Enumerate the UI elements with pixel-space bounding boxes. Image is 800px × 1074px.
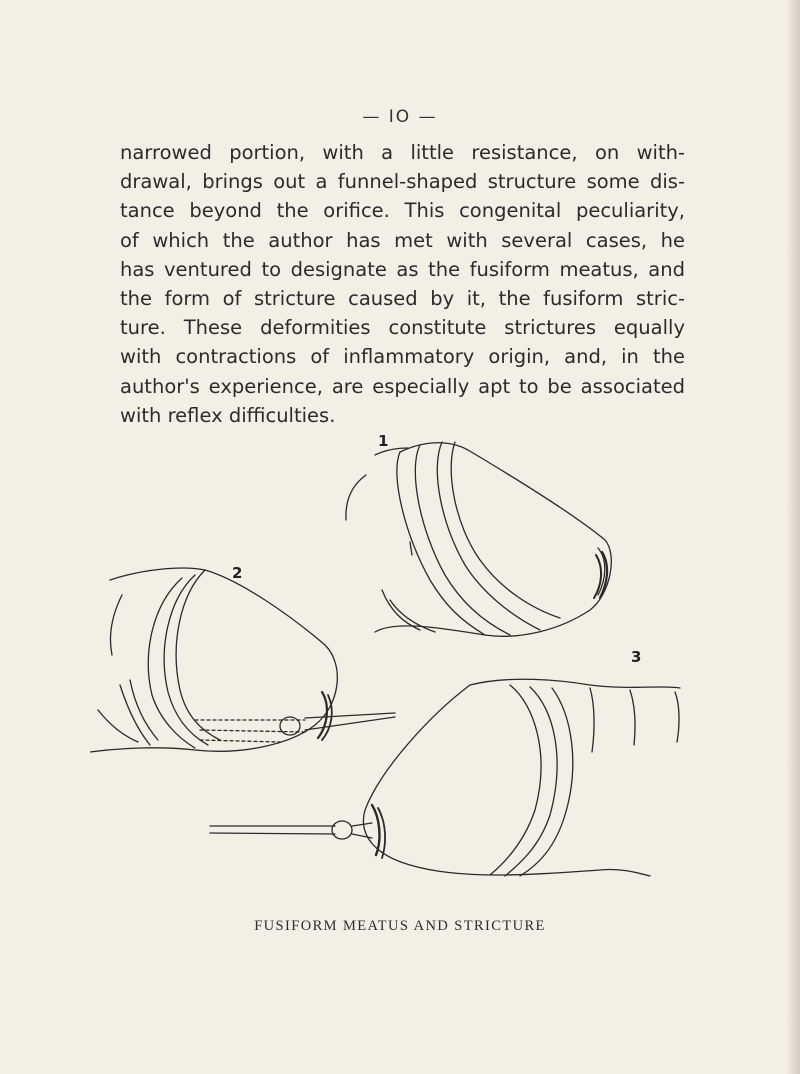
page-edge-shadow <box>786 0 800 1074</box>
figure-label-2: 2 <box>232 564 243 582</box>
text-line: narrowed portion, with a little resistance, on with- <box>120 141 685 164</box>
body-paragraph <box>120 138 685 430</box>
figure-label-3: 3 <box>631 648 642 666</box>
text-line: ture. These deformities constitute strictures equally <box>120 316 685 340</box>
text-line: the form of stricture caused by it, the fusiform stric- <box>120 287 685 311</box>
figure-3-drawing <box>210 679 680 876</box>
figure-2-drawing <box>90 568 395 752</box>
figure-1-drawing <box>346 442 611 636</box>
figure-label-1: 1 <box>378 432 389 450</box>
fusiform-meatus-illustration <box>90 430 700 900</box>
text-line: drawal, brings out a funnel-shaped structure some dis- <box>120 170 685 194</box>
text-line: author's experience, are especially apt to be associated <box>120 374 685 398</box>
text-line: has ventured to designate as the fusiform meatus, and <box>120 257 685 281</box>
text-line: tance beyond the orifice. This congenital peculiarity, <box>120 199 685 223</box>
text-line: with contractions of inflammatory origin, and, in the <box>120 345 685 369</box>
text-line: of which the author has met with several cases, he <box>120 228 685 252</box>
illustration-drawing <box>90 430 700 900</box>
page-number: — IO — <box>362 107 438 127</box>
figure-caption: FUSIFORM MEATUS AND STRICTURE <box>254 918 546 934</box>
text-line: with reflex difficulties. <box>120 403 336 427</box>
